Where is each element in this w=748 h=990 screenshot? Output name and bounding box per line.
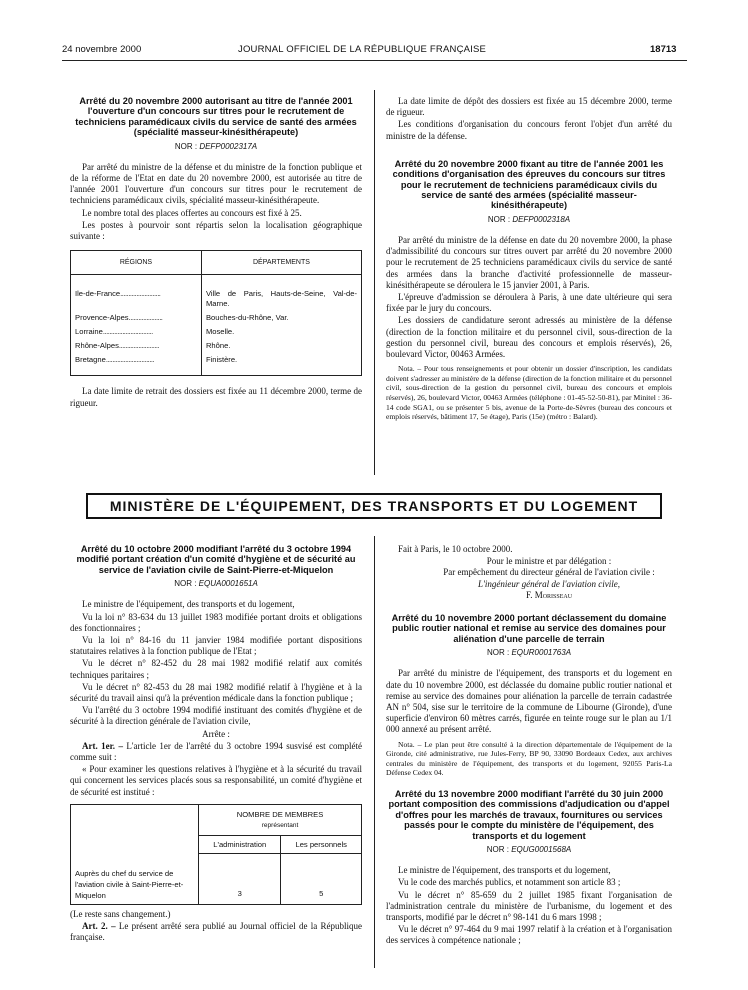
table-header-regions: RÉGIONS bbox=[71, 251, 202, 275]
nor-reference-3: NOR : EQUA0001651A bbox=[174, 579, 258, 589]
paragraph: Le nombre total des places offertes au concours est fixé à 25. bbox=[82, 207, 302, 218]
paragraph: Par arrêté du ministre de l'équipement, des transports et du logement en date du 10 novembre 2000, est déclassée du domaine public routier national et remise au service des domaines pour aliénation la parcelle de terrain cadastrée AN n° 504, sise sur le territoire de la commune de Libourne (Gironde), d'une superficie d'environ 60 mètres carrés, figurée en teinte rouge sur le plan au 1/1 000 annexé au présent arrêté. bbox=[386, 668, 672, 735]
region-cell: Lorraine............................... bbox=[71, 325, 202, 339]
paragraph: Vu l'arrêté du 3 octobre 1994 modifié instituant des comités d'hygiène et de sécurité à la direction générale de l'aviation civile, bbox=[70, 705, 362, 727]
region-cell: Ile-de-France......................... bbox=[71, 275, 202, 312]
region-cell: Provence-Alpes..................... bbox=[71, 311, 202, 325]
department-cell: Rhône. bbox=[201, 339, 361, 353]
article-title-2: Arrêté du 20 novembre 2000 fixant au titre de l'année 2001 les conditions d'organisation des épreuves du concours sur titres pour le recrutement de techniciens paramédicaux civils du service de santé des armées (spécialité masseur-kinésithérapeute) bbox=[392, 158, 666, 211]
paragraph: Vu la loi n° 84-16 du 11 janvier 1984 modifiée portant dispositions statutaires relatives à la fonction publique de l'Etat ; bbox=[70, 635, 362, 657]
table-header-members: NOMBRE DE MEMBRES représentant bbox=[199, 804, 362, 835]
nor-reference-5: NOR : EQUG0001568A bbox=[486, 845, 572, 855]
paragraph: Vu la loi n° 83-634 du 13 juillet 1983 modifiée portant droits et obligations des fonctionnaires ; bbox=[70, 611, 362, 633]
right-top-column bbox=[386, 96, 672, 423]
quote-paragraph: « Pour examiner les questions relatives à l'hygiène et à la sécurité du travail qui concernent les services placés sous sa responsabilité, un comité d'hygiène et de sécurité est institué : bbox=[70, 764, 362, 797]
nor-reference-1: NOR : DEFP0002317A bbox=[174, 141, 258, 151]
done-at: Fait à Paris, le 10 octobre 2000. bbox=[398, 544, 513, 554]
table-row bbox=[71, 353, 362, 376]
signature-block: Pour le ministre et par délégation : Par empêchement du directeur général de l'aviation civile : L'ingénieur général de l'aviation civile, F. Morisseau bbox=[443, 556, 655, 600]
article-1: Art. 1er. – L'article 1er de l'arrêté du 3 octobre 1994 susvisé est complété comme suit : bbox=[70, 740, 362, 763]
arrete-label: Arrête : bbox=[202, 728, 230, 739]
table-row bbox=[71, 325, 362, 339]
regions-table bbox=[70, 250, 362, 376]
paragraph: Les postes à pourvoir sont répartis selon la localisation géographique suivante : bbox=[70, 219, 362, 242]
table-header-personnels: Les personnels bbox=[281, 836, 362, 854]
region-cell: Bretagne.............................. bbox=[71, 353, 202, 376]
personnel-count: 5 bbox=[281, 854, 362, 904]
ministry-heading: MINISTÈRE DE L'ÉQUIPEMENT, DES TRANSPORTS ET DU LOGEMENT bbox=[86, 493, 662, 519]
paragraph: Vu le code des marchés publics, et notamment son article 83 ; bbox=[398, 877, 621, 888]
table-row bbox=[71, 311, 362, 325]
header-date: 24 novembre 2000 bbox=[62, 44, 142, 55]
service-cell: Auprès du chef du service de l'aviation civile à Saint-Pierre-et-Miquelon bbox=[71, 854, 199, 904]
nor-reference-2: NOR : DEFP0002318A bbox=[487, 214, 571, 224]
region-cell: Rhône-Alpes......................... bbox=[71, 339, 202, 353]
paragraph: Vu le décret n° 82-453 du 28 mai 1982 modifié relatif à l'hygiène et à la sécurité du travail ainsi qu'à la prévention médicale dans la fonction publique ; bbox=[70, 681, 362, 704]
article-2: Art. 2. – Le présent arrêté sera publié au Journal officiel de la République française. bbox=[70, 920, 362, 942]
paragraph: Vu le décret n° 85-659 du 2 juillet 1985 fixant l'organisation de l'administration centrale du ministère de l'urbanisme, du logement et des transports, modifié par le décret n° 98-141 du 6 mars 1998 ; bbox=[386, 889, 672, 923]
left-top-column bbox=[70, 96, 362, 410]
paragraph: Par arrêté du ministre de la défense en date du 20 novembre 2000, la phase d'admissibilité du concours sur titres ouvert par arrêté du 20 novembre 2000 pour le recrutement de 25 techniciens paramédicaux civils du service de santé des armées dans la branche d'activité professionnelle de masseur-kinésithérapeute se déroulera le 15 janvier 2001, à Paris. bbox=[386, 235, 672, 290]
header-rule bbox=[62, 60, 687, 61]
department-cell: Finistère. bbox=[201, 353, 361, 376]
left-bottom-column bbox=[70, 544, 362, 944]
column-divider bbox=[374, 90, 375, 475]
paragraph: L'épreuve d'admission se déroulera à Paris, à une date ultérieure qui sera fixée par le jury du concours. bbox=[386, 292, 672, 314]
nor-reference-4: NOR : EQUR0001763A bbox=[486, 648, 572, 658]
paragraph: Vu le décret n° 82-452 du 28 mai 1982 modifié relatif aux comités techniques paritaires ; bbox=[70, 658, 362, 680]
nota-note: Nota. – Pour tous renseignements et pour obtenir un dossier d'inscription, les candidats doivent s'adresser au ministère de la défense (direction de la fonction militaire et du personnel civil, sous-direction de la gestion du personnel civil, bureau des concours et emplois réservés), 26, boulevard Victor, 00463 Armées (téléphone : 01-45-52-50-81), par Minitel : 36-14 code SGA1, ou se présenter 5 bis, avenue de la Porte-de-Sèvres (bureau des concours et emplois réservés, bâtiment 17, 5e étage), Paris (15e) (métro : Balard). bbox=[386, 364, 672, 422]
article-title-4: Arrêté du 10 novembre 2000 portant déclassement du domaine public routier national et remise au service des domaines pour aliénation d'une parcelle de terrain bbox=[391, 613, 667, 644]
article-title-5: Arrêté du 13 novembre 2000 modifiant l'arrêté du 30 juin 2000 portant composition des commissions d'adjudication ou d'appel d'offres pour les marchés de travaux, fournitures ou services passés pour le compte du ministère de l'équipement, des transports et du logement bbox=[388, 789, 670, 841]
administration-count: 3 bbox=[199, 854, 281, 904]
department-cell: Moselle. bbox=[201, 325, 361, 339]
paragraph: La date limite de retrait des dossiers est fixée au 11 décembre 2000, terme de rigueur. bbox=[70, 386, 362, 408]
paragraph: Par arrêté du ministre de la défense et du ministre de la fonction publique et de la réforme de l'Etat en date du 20 novembre 2000, est autorisée au titre de l'année 2001 l'ouverture d'un concours sur titres pour le recrutement de techniciens paramédicaux civils, spécialité masseur-kinésithérapeute. bbox=[70, 161, 362, 206]
rest-unchanged: (Le reste sans changement.) bbox=[70, 908, 171, 919]
table-row bbox=[71, 854, 362, 904]
table-header-administration: L'administration bbox=[199, 836, 281, 854]
paragraph: Vu le décret n° 97-464 du 9 mai 1997 relatif à la création et à l'organisation des services à compétence nationale ; bbox=[386, 924, 672, 946]
paragraph: Le ministre de l'équipement, des transports et du logement, bbox=[398, 865, 611, 876]
paragraph: Les dossiers de candidature seront adressés au ministère de la défense (direction de la fonction militaire et du personnel civil, sous-direction de la gestion du personnel civil, bureau des concours et emplois réservés), 26, boulevard Victor, 00463 Armées. bbox=[386, 315, 672, 360]
article-title-1: Arrêté du 20 novembre 2000 autorisant au titre de l'année 2001 l'ouverture d'un concours sur titres pour le recrutement de techniciens paramédicaux civils du service de santé des armées (spécialité masseur-kinésithérapeute) bbox=[75, 96, 357, 138]
nota-note: Nota. – Le plan peut être consulté à la direction départementale de l'équipement de la Gironde, cité administrative, rue Jules-Ferry, BP 90, 33090 Bordeaux Cedex, aux archives centrales du ministère de l'équipement, des transports et du logement, 92055 Paris-La Défense Cedex 04. bbox=[386, 739, 672, 778]
department-cell: Ville de Paris, Hauts-de-Seine, Val-de-Marne. bbox=[201, 275, 361, 312]
paragraph: Les conditions d'organisation du concours feront l'objet d'un arrêté du ministre de la défense. bbox=[386, 119, 672, 141]
table-row bbox=[71, 339, 362, 353]
page-header bbox=[0, 44, 748, 58]
column-divider bbox=[374, 536, 375, 968]
table-header-departements: DÉPARTEMENTS bbox=[201, 251, 361, 275]
header-page-number: 18713 bbox=[650, 44, 677, 55]
article-title-3: Arrêté du 10 octobre 2000 modifiant l'arrêté du 3 octobre 1994 modifié portant création d'un comité d'hygiène et de sécurité au service de l'aviation civile de Saint-Pierre-et-Miquelon bbox=[76, 544, 356, 575]
members-table bbox=[70, 804, 362, 905]
paragraph: La date limite de dépôt des dossiers est fixée au 15 décembre 2000, terme de rigueur. bbox=[386, 96, 672, 118]
right-bottom-column bbox=[386, 544, 672, 948]
header-journal-title: JOURNAL OFFICIEL DE LA RÉPUBLIQUE FRANÇAISE bbox=[238, 44, 487, 55]
paragraph: Le ministre de l'équipement, des transports et du logement, bbox=[82, 599, 295, 610]
department-cell: Bouches-du-Rhône, Var. bbox=[201, 311, 361, 325]
table-row bbox=[71, 275, 362, 312]
